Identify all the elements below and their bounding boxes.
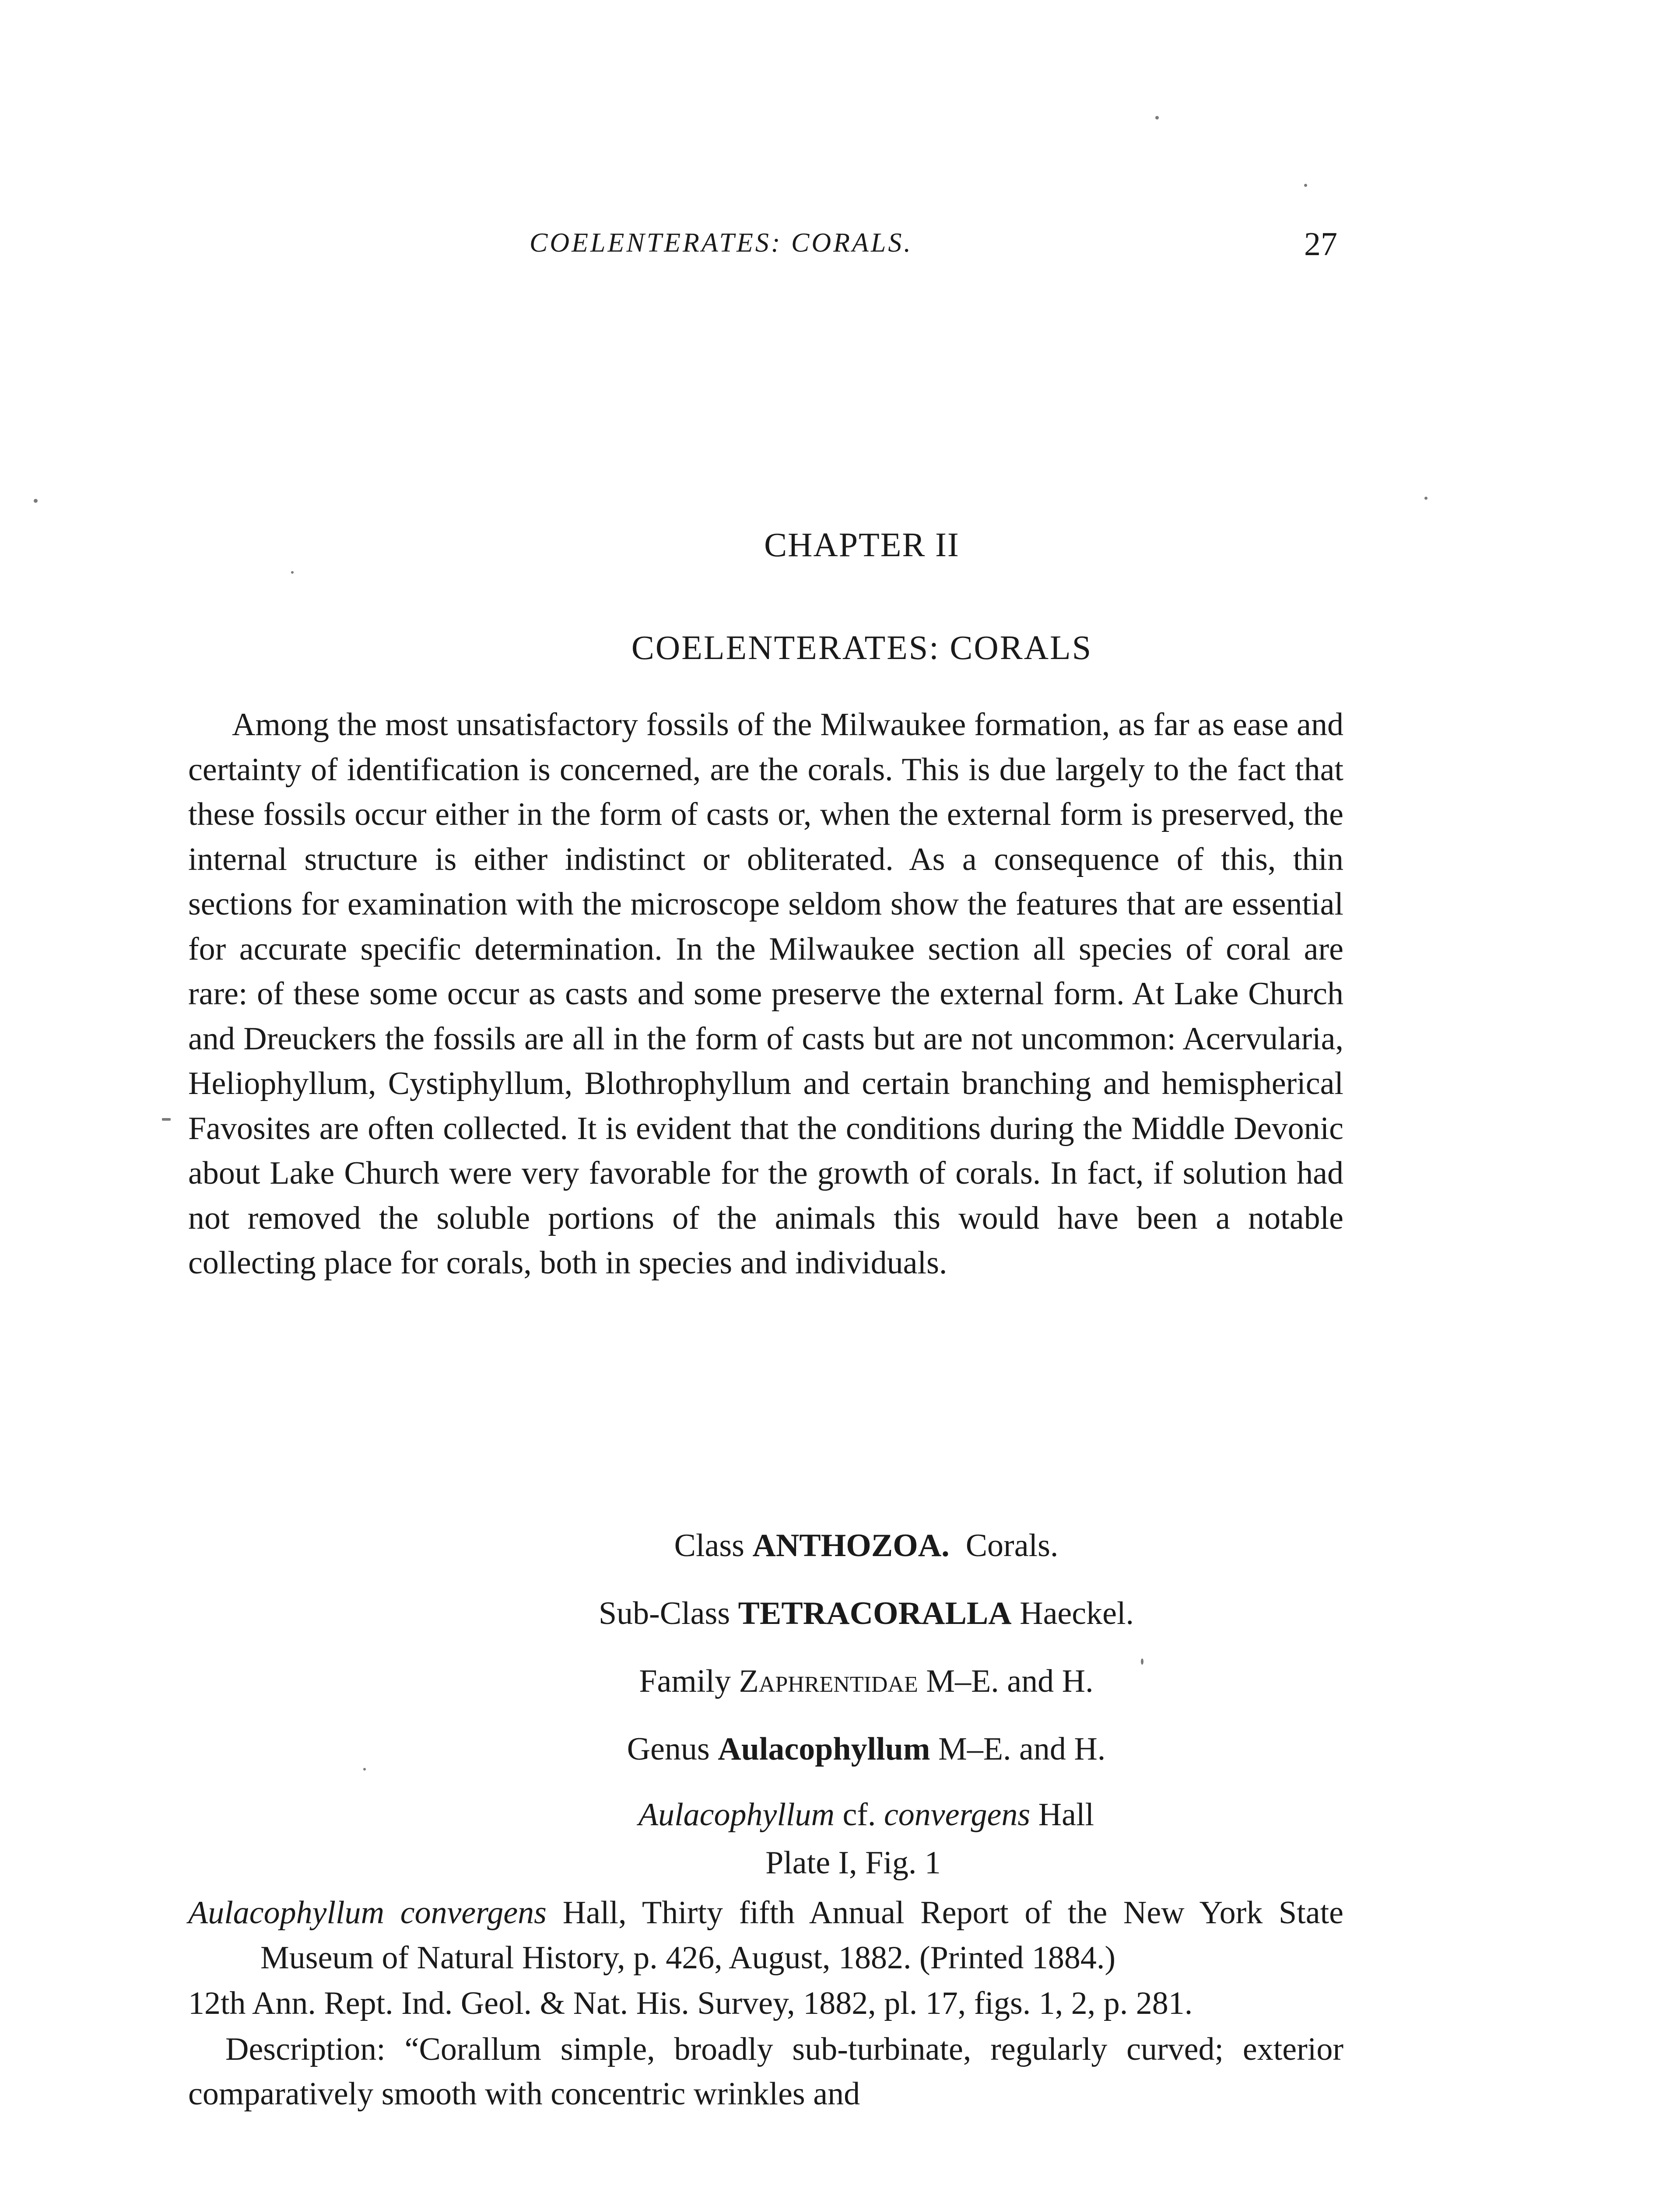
- description-text: “Corallum simple, broadly sub-turbinate, regularly curved; exterior comparatively smooth with concentric wrinkles and: [188, 2031, 1343, 2112]
- scan-speck: [363, 1768, 366, 1771]
- class-heading: [0, 1527, 1680, 1564]
- species-epithet: convergens: [884, 1797, 1031, 1833]
- intro-paragraph: Among the most unsatisfactory fossils of the Milwaukee formation, as far as ease and certainty of identification is concerned, are the corals. This is due largely to the fact that these fossils occur either in the form of casts or, when the external form is preserved, the internal structure is either indistinct or obliterated. As a consequence of this, thin sections for examination with the microscope seldom show the features that are essential for accurate specific determination. In the Milwaukee section all species of coral are rare: of these some occur as casts and some preserve the external form. At Lake Church and Dreuckers the fossils are all in the form of casts but are not uncommon: Acervularia, Heliophyllum, Cystiphyllum, Blothrophyllum and certain branching and hemispherical Favosites are often collected. It is evident that the conditions during the Middle Devonic about Lake Church were very favorable for the growth of corals. In fact, if solution had not removed the soluble portions of the animals this would have been a notable collecting place for corals, both in species and individuals.: [188, 707, 1343, 1281]
- family-author: M–E. and H.: [926, 1663, 1094, 1699]
- class-prefix: Class: [674, 1528, 744, 1564]
- species-qualifier: cf.: [842, 1797, 876, 1833]
- page-number: 27: [1304, 226, 1337, 263]
- subclass-author: Haeckel.: [1020, 1595, 1134, 1631]
- chapter-title: COELENTERATES: CORALS: [631, 628, 1093, 666]
- reference-text: Hall, Thirty fifth Annual Report of the New York State Museum of Natural History, p. 426, August, 1882. (Printed 1884.): [260, 1895, 1343, 1976]
- running-header: COELENTERATES: CORALS.: [530, 228, 913, 258]
- subclass-heading: [0, 1595, 1680, 1632]
- scan-speck: [291, 571, 294, 574]
- reference-text: 12th Ann. Rept. Ind. Geol. & Nat. His. Survey, 1882, pl. 17, figs. 1, 2, p. 281.: [188, 1985, 1193, 2021]
- family-prefix: Family: [639, 1663, 731, 1699]
- scan-speck: [1155, 116, 1159, 119]
- species-heading: [0, 1796, 1680, 1834]
- genus-prefix: Genus: [627, 1731, 710, 1767]
- subclass-name: TETRACORALLA: [738, 1595, 1012, 1631]
- reference-entry: [188, 1981, 1343, 2026]
- plate-reference: Plate I, Fig. 1: [765, 1845, 941, 1881]
- subclass-prefix: Sub-Class: [598, 1595, 730, 1631]
- scan-speck: [1424, 497, 1427, 500]
- family-name: Zaphrentidae: [739, 1663, 918, 1699]
- reference-entry: [188, 1890, 1343, 1980]
- species-author: Hall: [1038, 1797, 1094, 1833]
- scan-speck: [34, 499, 38, 503]
- description-label: Description:: [225, 2031, 386, 2067]
- reference-taxon: Aulacophyllum convergens: [188, 1895, 547, 1931]
- genus-heading: [0, 1731, 1680, 1768]
- class-common-name: Corals.: [965, 1528, 1059, 1564]
- class-name: ANTHOZOA.: [752, 1528, 950, 1564]
- references-section: [188, 1890, 1343, 2117]
- description-paragraph: [188, 2027, 1343, 2117]
- genus-author: M–E. and H.: [938, 1731, 1106, 1767]
- family-heading: [0, 1663, 1680, 1700]
- scan-speck: [1141, 1659, 1143, 1665]
- scan-speck: [162, 1118, 171, 1121]
- scan-speck: [1304, 184, 1307, 187]
- chapter-number: CHAPTER II: [764, 526, 960, 564]
- species-genus: Aulacophyllum: [638, 1797, 835, 1833]
- genus-name: Aulacophyllum: [718, 1731, 930, 1767]
